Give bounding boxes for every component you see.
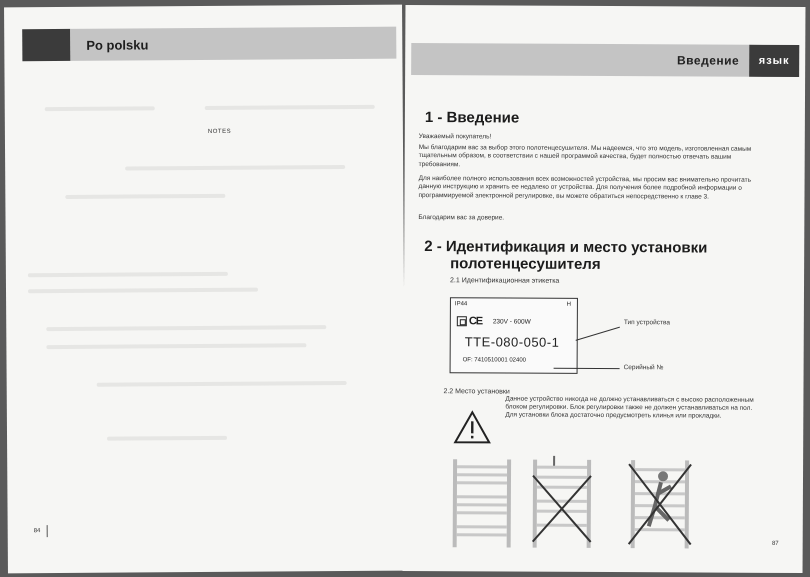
device-type-arrow [576,327,620,341]
section2-heading-line1: 2 - Идентификация и место установки [424,238,708,257]
device-type-label: Тип устройства [623,319,670,327]
header-bar [70,27,396,61]
warning-triangle-icon [453,410,491,444]
serial-number: OF: 7410510001 02400 [462,357,527,364]
voltage-rating: 230V - 600W [492,318,531,326]
intro-paragraph-1: Мы благодарим вас за выбор этого полотенцесушителя. Мы надеемся, что это модель, изготовленная самым тщательным образом, в соответствии с нашей программой качества, будет полностью отвечать вашим требованиям. [418,144,752,168]
towel-rail-correct-icon [447,455,518,551]
subsection-2-1: 2.1 Идентификационная этикетка [450,277,560,285]
towel-rail-wrong-placement-icon [527,456,598,552]
header-dark-block [22,29,70,61]
right-page-header [411,43,799,77]
left-page-header [22,27,396,62]
footer-divider [46,525,47,537]
greeting: Уважаемый покупатель! [418,133,492,141]
notes-label: NOTES [207,128,232,135]
ce-mark-icon: CE [468,315,483,328]
right-page-title: Введение [677,53,740,68]
left-page-footer [34,525,48,537]
serial-label: Серийный № [623,364,664,372]
left-page-title: Po polsku [86,36,149,53]
section2-heading-line2: полотенцесушителя [450,255,601,273]
warning-text: Данное устройство никогда не должно устанавливаться с высоко расположенным блоком регулировки. Блок регулировки также не должен устанавливаться на пол. Для установки блока достаточно предусмотреть клинья или прокладки. [505,395,754,421]
h-mark: H [566,301,571,308]
right-page [403,5,806,573]
model-number: TTE-080-050-1 [464,334,560,350]
language-label: язык [758,54,790,67]
towel-rail-child-climbing-icon [625,456,696,552]
language-tab [749,45,799,77]
thanks-line: Благодарим вас за доверие. [418,214,505,222]
left-page-number: 84 [33,528,41,535]
header-bar [411,43,749,77]
identification-label [450,297,578,374]
intro-paragraph-2: Для наиболее полного использования всех возможностей устройства, мы просим вас внимательно прочитать данную инструкцию и хранить ее недалеко от устройства. Для получения более подробной информации о программируемой электронной регулировке, вы можете обратиться непосредственно к главе 3. [418,175,752,201]
double-insulation-icon [457,316,467,326]
right-page-number: 87 [771,540,779,547]
left-page [4,5,406,574]
ip-rating: IP44 [454,301,468,308]
subsection-2-2: 2.2 Место установки [443,388,510,396]
section1-heading: 1 - Введение [424,109,520,127]
